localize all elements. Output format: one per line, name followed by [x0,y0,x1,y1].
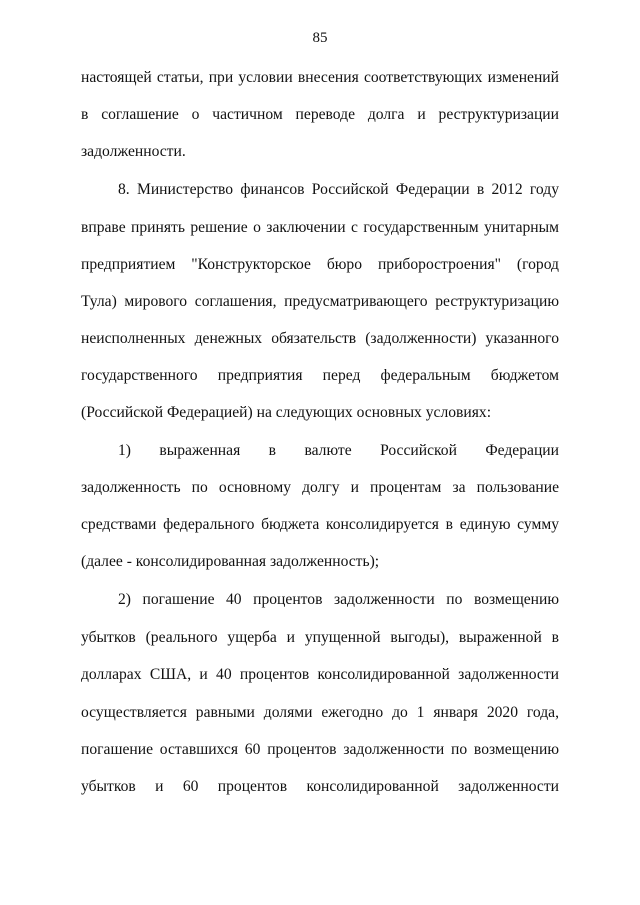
text-line: осуществляется равными долями ежегодно до 1 января 2020 года, [81,704,559,721]
text-line: вправе принять решение о заключении с государственным унитарным [81,219,559,236]
text-line: (Российской Федерацией) на следующих основных условиях: [81,404,492,421]
text-line: (далее - консолидированная задолженность); [81,553,380,570]
list-item-1-start: 1) выраженная в валюте Российской Федерации [118,442,559,459]
text-line: долларах США, и 40 процентов консолидированной задолженности [81,666,559,683]
text-line: задолженности. [81,143,186,160]
text-line: Тула) мирового соглашения, предусматривающего реструктуризацию [81,293,559,310]
text-line: погашение оставшихся 60 процентов задолженности по возмещению [81,741,559,758]
text-line: в соглашение о частичном переводе долга и реструктуризации [81,106,559,123]
text-line: задолженность по основному долгу и процентам за пользование [81,479,559,496]
text-line: государственного предприятия перед федеральным бюджетом [81,367,559,384]
text-line: убытков (реального ущерба и упущенной выгоды), выраженной в [81,629,559,646]
text-line: неисполненных денежных обязательств (задолженности) указанного [81,330,559,347]
text-line: средствами федерального бюджета консолидируется в единую сумму [81,516,559,533]
text-line: настоящей статьи, при условии внесения соответствующих изменений [81,69,559,86]
list-item-2-start: 2) погашение 40 процентов задолженности по возмещению [118,591,559,608]
text-line: убытков и 60 процентов консолидированной задолженности [81,778,559,795]
paragraph-8-start: 8. Министерство финансов Российской Федерации в 2012 году [118,181,559,198]
page-number: 85 [312,30,328,46]
text-line: предприятием "Конструкторское бюро приборостроения" (город [81,256,559,273]
